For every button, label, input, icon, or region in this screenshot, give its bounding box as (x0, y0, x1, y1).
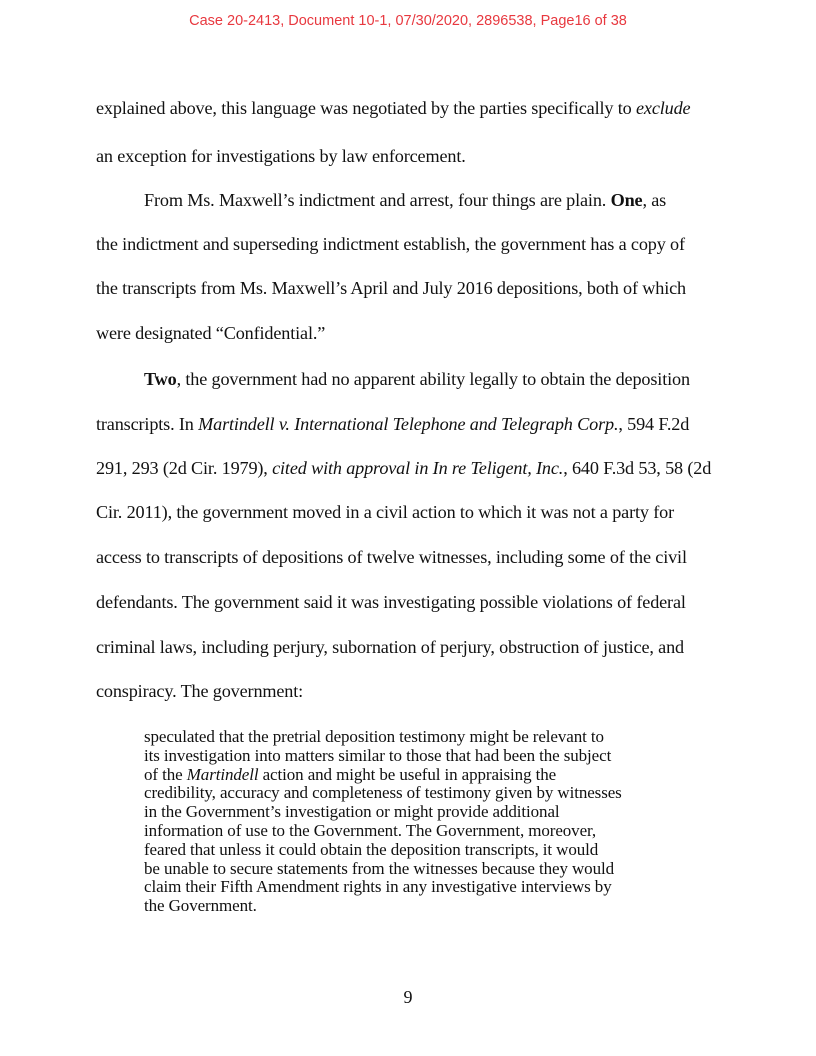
page-number: 9 (403, 987, 413, 1007)
case-citation-martindell: Martindell v. International Telephone and Telegraph Corp. (198, 414, 619, 434)
case-citation-teligent: cited with approval in In re Teligent, Inc. (272, 458, 564, 478)
text-span: of the (144, 764, 187, 784)
paragraph-2-line-4: were designated “Confidential.” (96, 323, 326, 343)
block-quote-line: be unable to secure statements from the witnesses because they would (144, 858, 614, 878)
paragraph-3-line-5: access to transcripts of depositions of twelve witnesses, including some of the civil (96, 547, 687, 567)
text-span: , as (642, 190, 667, 210)
paragraph-3-line-1 (144, 368, 690, 390)
bold-one: One (610, 190, 643, 210)
paragraph-2-line-1 (144, 189, 666, 211)
paragraph-2-line-2: the indictment and superseding indictment establish, the government has a copy of (96, 234, 685, 254)
block-quote-line: feared that unless it could obtain the deposition transcripts, it would (144, 839, 599, 859)
block-quote-line: speculated that the pretrial deposition testimony might be relevant to (144, 727, 604, 746)
text-span: action and might be useful in appraising the (258, 764, 557, 784)
case-name-martindell: Martindell (186, 764, 259, 784)
paragraph-3-line-4: Cir. 2011), the government moved in a civil action to which it was not a party for (96, 502, 674, 522)
block-quote-line: in the Government’s investigation or might provide additional (144, 802, 560, 822)
block-quote-line: information of use to the Government. The Government, moreover, (144, 820, 597, 840)
paragraph-3-line-6: defendants. The government said it was investigating possible violations of federal (96, 592, 686, 612)
text-span: From Ms. Maxwell’s indictment and arrest, four things are plain. (144, 190, 611, 210)
paragraph-3-line-2 (96, 413, 689, 435)
paragraph-2-line-3: the transcripts from Ms. Maxwell’s April and July 2016 depositions, both of which (96, 278, 686, 298)
emphasis-exclude: exclude (635, 98, 691, 118)
block-quote (144, 728, 684, 916)
case-stamp-header: Case 20-2413, Document 10-1, 07/30/2020, 2896538, Page16 of 38 (189, 13, 627, 29)
paragraph-1-line-1 (96, 97, 690, 119)
text-span: , 594 F.2d (618, 414, 690, 434)
paragraph-3-line-7: criminal laws, including perjury, subornation of perjury, obstruction of justice, and (96, 637, 684, 657)
text-span: explained above, this language was negotiated by the parties specifically to (96, 98, 636, 118)
bold-two: Two (144, 369, 177, 389)
block-quote-line: its investigation into matters similar to those that had been the subject (144, 745, 612, 765)
block-quote-line (144, 766, 684, 785)
text-span: , the government had no apparent ability legally to obtain the deposition (176, 369, 690, 389)
block-quote-line: credibility, accuracy and completeness of testimony given by witnesses (144, 783, 622, 803)
paragraph-3-line-3 (96, 457, 711, 479)
text-span: 291, 293 (2d Cir. 1979), (96, 458, 273, 478)
block-quote-line: claim their Fifth Amendment rights in any investigative interviews by (144, 877, 612, 897)
text-span: , 640 F.3d 53, 58 (2d (563, 458, 712, 478)
text-span: transcripts. In (96, 414, 199, 434)
paragraph-1-line-2: an exception for investigations by law enforcement. (96, 146, 466, 166)
block-quote-line: the Government. (144, 896, 257, 916)
paragraph-3-line-8: conspiracy. The government: (96, 681, 304, 701)
